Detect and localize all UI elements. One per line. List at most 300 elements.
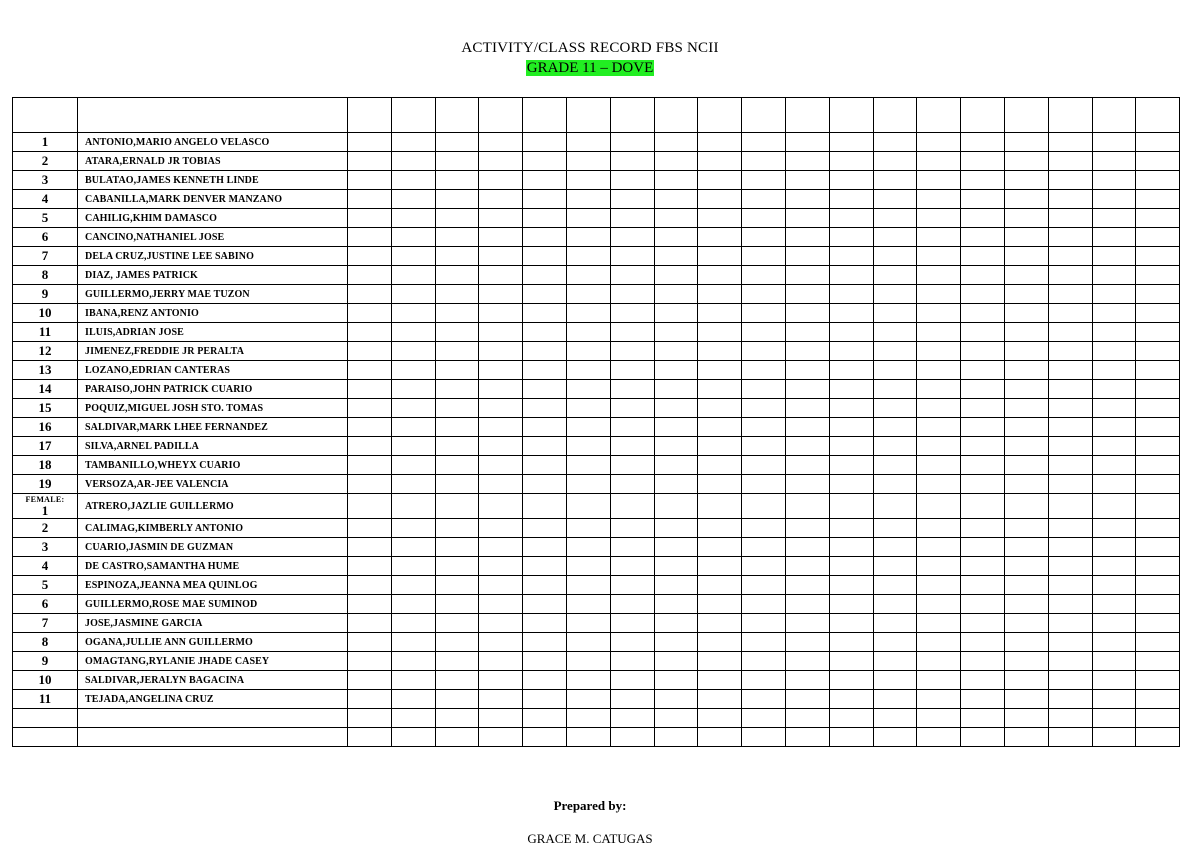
score-cell[interactable] (348, 304, 392, 323)
score-cell[interactable] (654, 671, 698, 690)
score-cell[interactable] (654, 342, 698, 361)
score-cell[interactable] (698, 652, 742, 671)
score-cell[interactable] (961, 190, 1005, 209)
score-cell[interactable] (566, 228, 610, 247)
score-cell[interactable] (435, 652, 479, 671)
score-cell[interactable] (829, 652, 873, 671)
score-cell[interactable] (479, 595, 523, 614)
score-cell[interactable] (1136, 709, 1180, 728)
score-cell[interactable] (917, 323, 961, 342)
score-cell[interactable] (566, 614, 610, 633)
score-cell[interactable] (1092, 494, 1136, 519)
score-cell[interactable] (523, 595, 567, 614)
score-cell[interactable] (479, 399, 523, 418)
score-cell[interactable] (961, 228, 1005, 247)
score-cell[interactable] (391, 380, 435, 399)
score-cell[interactable] (391, 494, 435, 519)
score-cell[interactable] (1004, 595, 1048, 614)
score-cell[interactable] (566, 266, 610, 285)
score-cell[interactable] (917, 538, 961, 557)
score-cell[interactable] (348, 614, 392, 633)
score-cell[interactable] (1048, 614, 1092, 633)
score-cell[interactable] (1092, 171, 1136, 190)
score-cell[interactable] (479, 152, 523, 171)
score-cell[interactable] (523, 475, 567, 494)
score-cell[interactable] (961, 728, 1005, 747)
score-cell[interactable] (479, 652, 523, 671)
score-cell[interactable] (1136, 209, 1180, 228)
score-cell[interactable] (610, 152, 654, 171)
score-cell[interactable] (873, 323, 917, 342)
score-cell[interactable] (917, 266, 961, 285)
score-cell[interactable] (873, 728, 917, 747)
score-cell[interactable] (523, 285, 567, 304)
score-cell[interactable] (479, 671, 523, 690)
score-cell[interactable] (742, 614, 786, 633)
score-cell[interactable] (435, 98, 479, 133)
score-cell[interactable] (523, 304, 567, 323)
score-cell[interactable] (829, 728, 873, 747)
score-cell[interactable] (917, 614, 961, 633)
score-cell[interactable] (610, 475, 654, 494)
score-cell[interactable] (785, 494, 829, 519)
score-cell[interactable] (829, 98, 873, 133)
score-cell[interactable] (391, 456, 435, 475)
score-cell[interactable] (1092, 728, 1136, 747)
score-cell[interactable] (435, 709, 479, 728)
score-cell[interactable] (961, 633, 1005, 652)
score-cell[interactable] (566, 190, 610, 209)
score-cell[interactable] (698, 285, 742, 304)
score-cell[interactable] (1004, 399, 1048, 418)
score-cell[interactable] (785, 399, 829, 418)
score-cell[interactable] (1136, 728, 1180, 747)
score-cell[interactable] (785, 190, 829, 209)
score-cell[interactable] (479, 519, 523, 538)
score-cell[interactable] (348, 247, 392, 266)
score-cell[interactable] (873, 475, 917, 494)
score-cell[interactable] (873, 614, 917, 633)
score-cell[interactable] (348, 709, 392, 728)
score-cell[interactable] (1048, 671, 1092, 690)
score-cell[interactable] (698, 98, 742, 133)
score-cell[interactable] (917, 418, 961, 437)
score-cell[interactable] (1136, 152, 1180, 171)
score-cell[interactable] (479, 190, 523, 209)
score-cell[interactable] (435, 190, 479, 209)
score-cell[interactable] (698, 399, 742, 418)
score-cell[interactable] (785, 690, 829, 709)
score-cell[interactable] (873, 190, 917, 209)
score-cell[interactable] (961, 171, 1005, 190)
score-cell[interactable] (785, 98, 829, 133)
score-cell[interactable] (348, 98, 392, 133)
score-cell[interactable] (917, 98, 961, 133)
score-cell[interactable] (829, 342, 873, 361)
score-cell[interactable] (1048, 595, 1092, 614)
score-cell[interactable] (961, 247, 1005, 266)
score-cell[interactable] (654, 380, 698, 399)
score-cell[interactable] (698, 494, 742, 519)
score-cell[interactable] (391, 595, 435, 614)
score-cell[interactable] (917, 190, 961, 209)
score-cell[interactable] (435, 456, 479, 475)
score-cell[interactable] (435, 133, 479, 152)
score-cell[interactable] (654, 557, 698, 576)
score-cell[interactable] (566, 361, 610, 380)
score-cell[interactable] (1004, 709, 1048, 728)
score-cell[interactable] (654, 323, 698, 342)
score-cell[interactable] (348, 266, 392, 285)
score-cell[interactable] (391, 437, 435, 456)
score-cell[interactable] (391, 633, 435, 652)
score-cell[interactable] (873, 418, 917, 437)
score-cell[interactable] (479, 285, 523, 304)
score-cell[interactable] (435, 728, 479, 747)
score-cell[interactable] (1092, 342, 1136, 361)
score-cell[interactable] (435, 171, 479, 190)
score-cell[interactable] (961, 671, 1005, 690)
score-cell[interactable] (1004, 190, 1048, 209)
score-cell[interactable] (654, 614, 698, 633)
score-cell[interactable] (391, 171, 435, 190)
score-cell[interactable] (1004, 614, 1048, 633)
score-cell[interactable] (391, 323, 435, 342)
score-cell[interactable] (654, 709, 698, 728)
score-cell[interactable] (1004, 247, 1048, 266)
score-cell[interactable] (479, 633, 523, 652)
score-cell[interactable] (1048, 285, 1092, 304)
score-cell[interactable] (742, 171, 786, 190)
score-cell[interactable] (479, 728, 523, 747)
score-cell[interactable] (873, 595, 917, 614)
score-cell[interactable] (610, 171, 654, 190)
score-cell[interactable] (829, 538, 873, 557)
score-cell[interactable] (829, 285, 873, 304)
score-cell[interactable] (1092, 380, 1136, 399)
score-cell[interactable] (829, 671, 873, 690)
score-cell[interactable] (1092, 538, 1136, 557)
score-cell[interactable] (1092, 304, 1136, 323)
score-cell[interactable] (566, 538, 610, 557)
score-cell[interactable] (698, 671, 742, 690)
score-cell[interactable] (610, 519, 654, 538)
score-cell[interactable] (391, 266, 435, 285)
score-cell[interactable] (698, 576, 742, 595)
score-cell[interactable] (785, 152, 829, 171)
score-cell[interactable] (785, 538, 829, 557)
score-cell[interactable] (610, 266, 654, 285)
score-cell[interactable] (654, 247, 698, 266)
score-cell[interactable] (523, 98, 567, 133)
score-cell[interactable] (1004, 418, 1048, 437)
score-cell[interactable] (610, 671, 654, 690)
score-cell[interactable] (435, 342, 479, 361)
score-cell[interactable] (391, 228, 435, 247)
score-cell[interactable] (566, 652, 610, 671)
score-cell[interactable] (479, 456, 523, 475)
score-cell[interactable] (1136, 190, 1180, 209)
score-cell[interactable] (873, 361, 917, 380)
score-cell[interactable] (1004, 171, 1048, 190)
score-cell[interactable] (610, 437, 654, 456)
score-cell[interactable] (785, 228, 829, 247)
score-cell[interactable] (961, 133, 1005, 152)
score-cell[interactable] (348, 228, 392, 247)
score-cell[interactable] (391, 519, 435, 538)
score-cell[interactable] (961, 614, 1005, 633)
score-cell[interactable] (1136, 538, 1180, 557)
score-cell[interactable] (742, 576, 786, 595)
score-cell[interactable] (1092, 595, 1136, 614)
score-cell[interactable] (742, 209, 786, 228)
score-cell[interactable] (566, 171, 610, 190)
score-cell[interactable] (785, 418, 829, 437)
score-cell[interactable] (610, 709, 654, 728)
score-cell[interactable] (1092, 519, 1136, 538)
score-cell[interactable] (1048, 342, 1092, 361)
score-cell[interactable] (698, 171, 742, 190)
score-cell[interactable] (391, 709, 435, 728)
score-cell[interactable] (566, 437, 610, 456)
score-cell[interactable] (1048, 228, 1092, 247)
score-cell[interactable] (1092, 557, 1136, 576)
score-cell[interactable] (610, 633, 654, 652)
score-cell[interactable] (566, 247, 610, 266)
score-cell[interactable] (348, 475, 392, 494)
score-cell[interactable] (348, 519, 392, 538)
score-cell[interactable] (523, 247, 567, 266)
score-cell[interactable] (698, 456, 742, 475)
score-cell[interactable] (1092, 323, 1136, 342)
score-cell[interactable] (917, 133, 961, 152)
score-cell[interactable] (785, 728, 829, 747)
score-cell[interactable] (435, 557, 479, 576)
score-cell[interactable] (1004, 266, 1048, 285)
score-cell[interactable] (742, 285, 786, 304)
score-cell[interactable] (1136, 323, 1180, 342)
score-cell[interactable] (829, 418, 873, 437)
score-cell[interactable] (785, 323, 829, 342)
score-cell[interactable] (610, 380, 654, 399)
score-cell[interactable] (348, 152, 392, 171)
score-cell[interactable] (1136, 576, 1180, 595)
score-cell[interactable] (1136, 519, 1180, 538)
score-cell[interactable] (742, 418, 786, 437)
score-cell[interactable] (1136, 690, 1180, 709)
score-cell[interactable] (742, 633, 786, 652)
score-cell[interactable] (698, 709, 742, 728)
score-cell[interactable] (523, 690, 567, 709)
score-cell[interactable] (829, 576, 873, 595)
score-cell[interactable] (1048, 633, 1092, 652)
score-cell[interactable] (348, 456, 392, 475)
score-cell[interactable] (698, 557, 742, 576)
score-cell[interactable] (479, 323, 523, 342)
score-cell[interactable] (654, 633, 698, 652)
score-cell[interactable] (654, 595, 698, 614)
score-cell[interactable] (523, 557, 567, 576)
score-cell[interactable] (1004, 728, 1048, 747)
score-cell[interactable] (1004, 652, 1048, 671)
score-cell[interactable] (523, 361, 567, 380)
score-cell[interactable] (391, 690, 435, 709)
score-cell[interactable] (829, 557, 873, 576)
score-cell[interactable] (654, 690, 698, 709)
score-cell[interactable] (566, 456, 610, 475)
score-cell[interactable] (698, 437, 742, 456)
score-cell[interactable] (873, 266, 917, 285)
score-cell[interactable] (1048, 399, 1092, 418)
score-cell[interactable] (785, 380, 829, 399)
score-cell[interactable] (654, 576, 698, 595)
score-cell[interactable] (917, 671, 961, 690)
score-cell[interactable] (829, 709, 873, 728)
score-cell[interactable] (1092, 456, 1136, 475)
score-cell[interactable] (523, 576, 567, 595)
score-cell[interactable] (742, 456, 786, 475)
score-cell[interactable] (1004, 98, 1048, 133)
score-cell[interactable] (610, 98, 654, 133)
score-cell[interactable] (961, 342, 1005, 361)
score-cell[interactable] (829, 633, 873, 652)
score-cell[interactable] (391, 671, 435, 690)
score-cell[interactable] (566, 576, 610, 595)
score-cell[interactable] (829, 133, 873, 152)
score-cell[interactable] (1136, 437, 1180, 456)
score-cell[interactable] (873, 494, 917, 519)
score-cell[interactable] (391, 247, 435, 266)
score-cell[interactable] (1092, 671, 1136, 690)
score-cell[interactable] (1092, 152, 1136, 171)
score-cell[interactable] (1136, 247, 1180, 266)
score-cell[interactable] (391, 98, 435, 133)
score-cell[interactable] (742, 98, 786, 133)
score-cell[interactable] (829, 475, 873, 494)
score-cell[interactable] (742, 247, 786, 266)
score-cell[interactable] (1092, 475, 1136, 494)
score-cell[interactable] (610, 190, 654, 209)
score-cell[interactable] (1048, 538, 1092, 557)
score-cell[interactable] (917, 576, 961, 595)
score-cell[interactable] (961, 418, 1005, 437)
score-cell[interactable] (873, 133, 917, 152)
score-cell[interactable] (654, 171, 698, 190)
score-cell[interactable] (698, 380, 742, 399)
score-cell[interactable] (961, 595, 1005, 614)
score-cell[interactable] (1048, 304, 1092, 323)
score-cell[interactable] (1092, 285, 1136, 304)
score-cell[interactable] (654, 190, 698, 209)
score-cell[interactable] (1092, 133, 1136, 152)
score-cell[interactable] (742, 595, 786, 614)
score-cell[interactable] (566, 323, 610, 342)
score-cell[interactable] (479, 228, 523, 247)
score-cell[interactable] (391, 652, 435, 671)
score-cell[interactable] (698, 538, 742, 557)
score-cell[interactable] (1048, 190, 1092, 209)
score-cell[interactable] (348, 171, 392, 190)
score-cell[interactable] (873, 690, 917, 709)
score-cell[interactable] (917, 519, 961, 538)
score-cell[interactable] (348, 728, 392, 747)
score-cell[interactable] (873, 538, 917, 557)
score-cell[interactable] (1048, 690, 1092, 709)
score-cell[interactable] (348, 633, 392, 652)
score-cell[interactable] (523, 652, 567, 671)
score-cell[interactable] (1004, 323, 1048, 342)
score-cell[interactable] (698, 361, 742, 380)
score-cell[interactable] (1136, 595, 1180, 614)
score-cell[interactable] (698, 209, 742, 228)
score-cell[interactable] (698, 266, 742, 285)
score-cell[interactable] (742, 475, 786, 494)
score-cell[interactable] (917, 557, 961, 576)
score-cell[interactable] (348, 361, 392, 380)
score-cell[interactable] (435, 595, 479, 614)
score-cell[interactable] (566, 519, 610, 538)
score-cell[interactable] (873, 171, 917, 190)
score-cell[interactable] (829, 494, 873, 519)
score-cell[interactable] (829, 437, 873, 456)
score-cell[interactable] (1048, 652, 1092, 671)
score-cell[interactable] (610, 361, 654, 380)
score-cell[interactable] (698, 133, 742, 152)
score-cell[interactable] (654, 285, 698, 304)
score-cell[interactable] (785, 475, 829, 494)
score-cell[interactable] (1136, 361, 1180, 380)
score-cell[interactable] (479, 361, 523, 380)
score-cell[interactable] (1136, 671, 1180, 690)
score-cell[interactable] (1048, 475, 1092, 494)
score-cell[interactable] (610, 595, 654, 614)
score-cell[interactable] (961, 266, 1005, 285)
score-cell[interactable] (610, 494, 654, 519)
score-cell[interactable] (610, 228, 654, 247)
score-cell[interactable] (654, 652, 698, 671)
score-cell[interactable] (479, 266, 523, 285)
score-cell[interactable] (479, 304, 523, 323)
score-cell[interactable] (1092, 98, 1136, 133)
score-cell[interactable] (523, 399, 567, 418)
score-cell[interactable] (1004, 209, 1048, 228)
score-cell[interactable] (566, 557, 610, 576)
score-cell[interactable] (566, 690, 610, 709)
score-cell[interactable] (1004, 519, 1048, 538)
score-cell[interactable] (348, 133, 392, 152)
score-cell[interactable] (610, 456, 654, 475)
score-cell[interactable] (785, 709, 829, 728)
score-cell[interactable] (435, 576, 479, 595)
score-cell[interactable] (654, 361, 698, 380)
score-cell[interactable] (742, 652, 786, 671)
score-cell[interactable] (566, 380, 610, 399)
score-cell[interactable] (610, 652, 654, 671)
score-cell[interactable] (523, 228, 567, 247)
score-cell[interactable] (435, 209, 479, 228)
score-cell[interactable] (742, 709, 786, 728)
score-cell[interactable] (479, 133, 523, 152)
score-cell[interactable] (610, 690, 654, 709)
score-cell[interactable] (873, 709, 917, 728)
score-cell[interactable] (917, 152, 961, 171)
score-cell[interactable] (348, 437, 392, 456)
score-cell[interactable] (698, 152, 742, 171)
score-cell[interactable] (1136, 614, 1180, 633)
score-cell[interactable] (917, 437, 961, 456)
score-cell[interactable] (1004, 342, 1048, 361)
score-cell[interactable] (961, 304, 1005, 323)
